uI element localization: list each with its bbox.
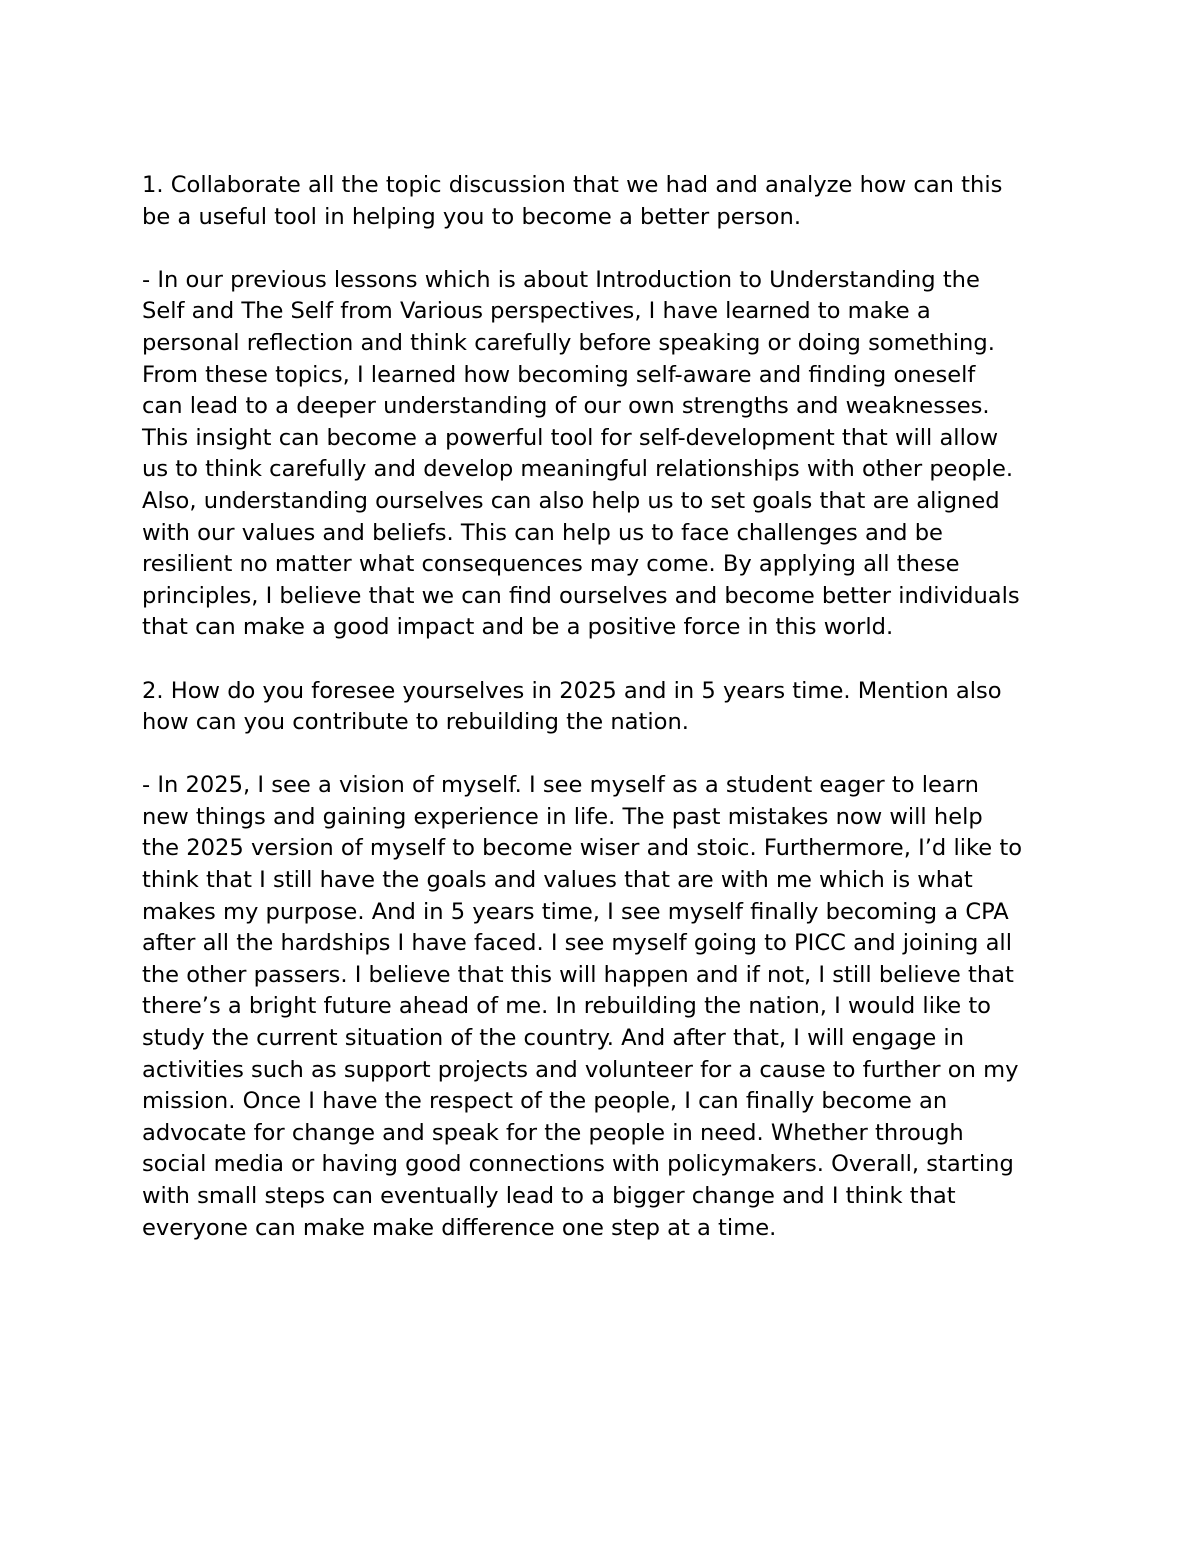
text-line: - In our previous lessons which is about Introduction to Understanding the	[142, 266, 980, 293]
text-line: the 2025 version of myself to become wiser and stoic. Furthermore, I’d like to	[142, 835, 1023, 862]
text-line: new things and gaining experience in life. The past mistakes now will help	[142, 803, 983, 830]
text-line: that can make a good impact and be a positive force in this world.	[142, 614, 894, 641]
answer-1	[142, 265, 1082, 644]
text-line: mission. Once I have the respect of the people, I can finally become an	[142, 1088, 948, 1115]
text-line: From these topics, I learned how becoming self-aware and finding oneself	[142, 361, 976, 388]
text-line: Also, understanding ourselves can also help us to set goals that are aligned	[142, 487, 1000, 514]
text-line: us to think carefully and develop meaningful relationships with other people.	[142, 456, 1014, 483]
text-line: there’s a bright future ahead of me. In rebuilding the nation, I would like to	[142, 993, 992, 1020]
text-line: everyone can make make difference one step at a time.	[142, 1214, 777, 1241]
text-line: personal reflection and think carefully before speaking or doing something.	[142, 329, 995, 356]
text-line: makes my purpose. And in 5 years time, I see myself finally becoming a CPA	[142, 898, 1009, 925]
text-line: principles, I believe that we can find ourselves and become better individuals	[142, 582, 1020, 609]
text-line: the other passers. I believe that this will happen and if not, I still believe that	[142, 961, 1014, 988]
question-1	[142, 170, 1082, 233]
answer-2	[142, 770, 1082, 1244]
text-line: think that I still have the goals and values that are with me which is what	[142, 867, 973, 894]
text-line: activities such as support projects and volunteer for a cause to further on my	[142, 1056, 1019, 1083]
text-line: study the current situation of the country. And after that, I will engage in	[142, 1025, 965, 1052]
text-line: 2. How do you foresee yourselves in 2025 and in 5 years time. Mention also	[142, 677, 1002, 704]
text-line: with our values and beliefs. This can help us to face challenges and be	[142, 519, 943, 546]
text-line: Self and The Self from Various perspectives, I have learned to make a	[142, 298, 931, 325]
text-line: resilient no matter what consequences may come. By applying all these	[142, 551, 960, 578]
document-body	[142, 170, 1082, 1244]
text-line: be a useful tool in helping you to become a better person.	[142, 203, 802, 230]
text-line: This insight can become a powerful tool for self-development that will allow	[142, 424, 999, 451]
text-line: can lead to a deeper understanding of our own strengths and weaknesses.	[142, 393, 990, 420]
text-line: how can you contribute to rebuilding the nation.	[142, 709, 689, 736]
question-2	[142, 676, 1082, 739]
text-line: with small steps can eventually lead to a bigger change and I think that	[142, 1183, 956, 1209]
text-line: advocate for change and speak for the people in need. Whether through	[142, 1119, 964, 1146]
text-line: social media or having good connections with policymakers. Overall, starting	[142, 1151, 1014, 1178]
text-line: 1. Collaborate all the topic discussion that we had and analyze how can this	[142, 172, 1003, 198]
text-line: - In 2025, I see a vision of myself. I see myself as a student eager to learn	[142, 772, 979, 799]
text-line: after all the hardships I have faced. I see myself going to PICC and joining all	[142, 930, 1012, 957]
